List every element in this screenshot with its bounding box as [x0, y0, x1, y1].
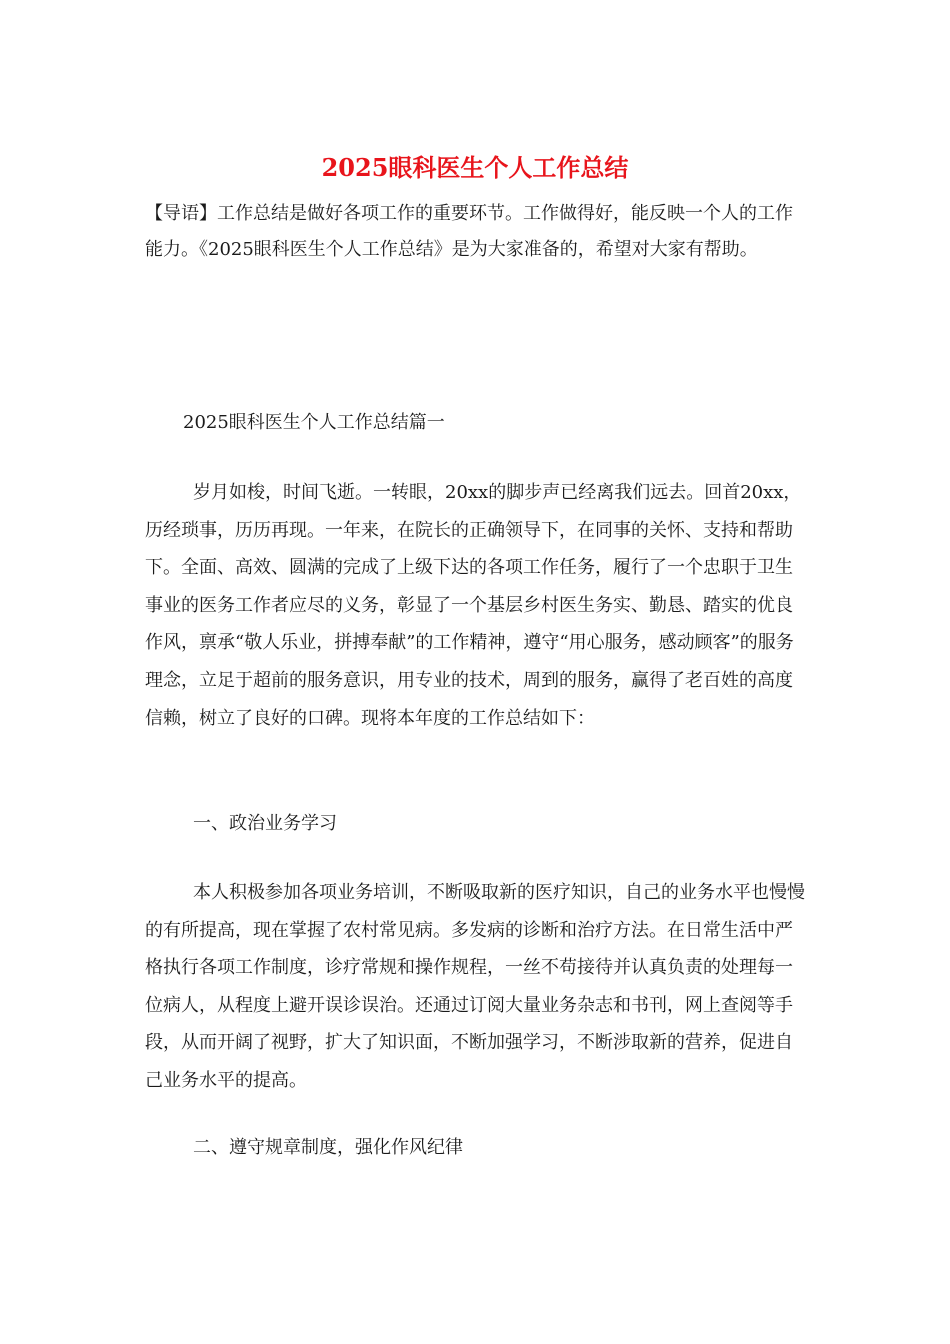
paragraph-1: 岁月如梭，时间飞逝。一转眼，20xx的脚步声已经离我们远去。回首20xx，历经琐事，历历再现。一年来，在院长的正确领导下，在同事的关怀、支持和帮助下。全面、高效、圆满的完成了上级下达的各项工作任务，履行了一个忠职于卫生事业的医务工作者应尽的义务，彰显了一个基层乡村医生务实、勤恳、踏实的优良作风，禀承“敬人乐业，拼搏奉献”的工作精神，遵守“用心服务，感动顾客”的服务理念，立足于超前的服务意识，用专业的技术，周到的服务，赢得了老百姓的高度信赖，树立了良好的口碑。现将本年度的工作总结如下：: [145, 482, 802, 729]
heading-2: 二、遵守规章制度，强化作风纪律: [193, 1137, 463, 1158]
heading-1: 一、政治业务学习: [193, 813, 337, 834]
section-title: 2025眼科医生个人工作总结篇一: [183, 412, 445, 433]
paragraph-2: 本人积极参加各项业务培训，不断吸取新的医疗知识，自己的业务水平也慢慢的有所提高，现在掌握了农村常见病。多发病的诊断和治疗方法。在日常生活中严格执行各项工作制度，诊疗常规和操作规程，一丝不苟接待并认真负责的处理每一位病人，从程度上避开误诊误治。还通过订阅大量业务杂志和书刊，网上查阅等手段，从而开阔了视野，扩大了知识面，不断加强学习，不断涉取新的营养，促进自己业务水平的提高。: [145, 882, 805, 1091]
document-title: 2025眼科医生个人工作总结: [321, 153, 629, 182]
intro-paragraph: 【导语】工作总结是做好各项工作的重要环节。工作做得好，能反映一个人的工作能力。《2025眼科医生个人工作总结》是为大家准备的，希望对大家有帮助。: [145, 203, 793, 260]
